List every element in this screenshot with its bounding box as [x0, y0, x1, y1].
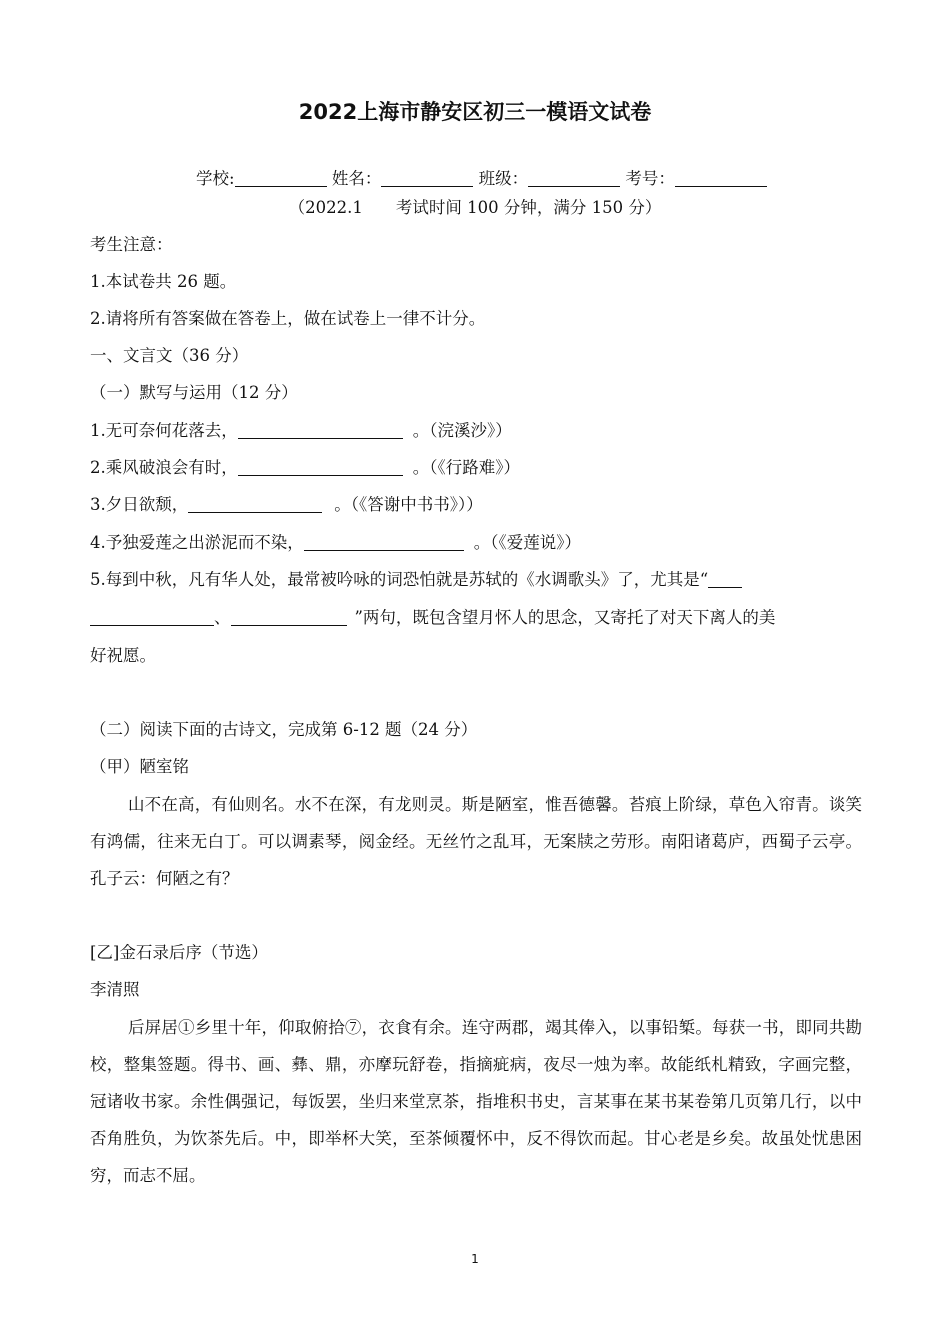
question-1	[90, 420, 512, 442]
answer-blank-5a[interactable]	[90, 609, 214, 626]
info-fields-row	[196, 168, 767, 190]
question-3-prefix: 3.夕日欲颓，	[90, 495, 189, 514]
question-4	[90, 532, 581, 554]
question-1-prefix: 1.无可奈何花落去，	[90, 421, 238, 440]
question-4-suffix: 。（《爱莲说》）	[473, 533, 581, 552]
notice-item: 1.本试卷共 26 题。	[90, 272, 237, 291]
answer-blank-4[interactable]	[304, 534, 464, 551]
answer-blank-5a-start[interactable]	[708, 571, 742, 588]
passage-author: 李清照	[90, 980, 140, 999]
passage-title-yi: [乙]金石录后序（节选）	[90, 943, 268, 962]
question-5-text: 5.每到中秋，凡有华人处，最常被吟咏的词恐怕就是苏轼的《水调歌头》了，尤其是“	[90, 570, 709, 589]
name-label: 姓名：	[331, 169, 382, 188]
passage-title-jia: （甲）陋室铭	[90, 757, 189, 776]
question-5-separator: 、	[214, 608, 231, 627]
question-4-prefix: 4.予独爱莲之出淤泥而不染，	[90, 533, 304, 552]
page-number: 1	[471, 1252, 479, 1266]
answer-blank-5b[interactable]	[231, 609, 347, 626]
page-title: 2022上海市静安区初三一模语文试卷	[298, 100, 652, 124]
question-5-line-2	[90, 607, 775, 629]
notice-item: 2.请将所有答案做在答卷上，做在试卷上一律不计分。	[90, 309, 486, 328]
question-3-suffix: 。（《答谢中书书》））	[334, 495, 483, 514]
question-2	[90, 457, 520, 479]
class-label: 班级：	[478, 169, 529, 188]
number-label: 考号：	[625, 169, 675, 188]
number-blank[interactable]	[675, 170, 767, 187]
answer-blank-1[interactable]	[238, 422, 403, 439]
class-blank[interactable]	[528, 170, 620, 187]
part-heading: （一）默写与运用（12 分）	[90, 383, 298, 402]
question-5-line-1	[90, 569, 742, 591]
school-blank[interactable]	[235, 170, 327, 187]
exam-note: （2022.1 考试时间 100 分钟，满分 150 分）	[288, 198, 662, 217]
answer-blank-2[interactable]	[238, 459, 403, 476]
question-2-suffix: 。（《行路难》）	[412, 458, 520, 477]
name-blank[interactable]	[381, 170, 473, 187]
school-label: 学校:	[196, 169, 235, 188]
part-heading: （二）阅读下面的古诗文，完成第 6-12 题（24 分）	[90, 720, 478, 739]
question-5-line-3: 好祝愿。	[90, 646, 156, 665]
passage-jia-text: 山不在高，有仙则名。水不在深，有龙则灵。斯是陋室，惟吾德馨。苔痕上阶绿，草色入帘青。谈笑有鸿儒，往来无白丁。可以调素琴，阅金经。无丝竹之乱耳，无案牍之劳形。南阳诸葛庐，西蜀子云亭。孔子云：何陋之有？	[90, 795, 862, 888]
question-3	[90, 494, 483, 516]
passage-yi-text: 后屏居①乡里十年，仰取俯拾⑦，衣食有余。连守两郡，竭其俸入，以事铅椠。每获一书，即同共勘校，整集签题。得书、画、彝、鼎，亦摩玩舒卷，指摘疵病，夜尽一烛为率。故能纸札精致，字画完整，冠诸收书家。余性偶强记，每饭罢，坐归来堂烹茶，指堆积书史，言某事在某书某卷第几页第几行，以中否角胜负，为饮茶先后。中，即举杯大笑，至茶倾覆怀中，反不得饮而起。甘心老是乡矣。故虽处忧患困穷，而志不屈。	[90, 1018, 862, 1185]
question-5-text-2: ”两句，既包含望月怀人的思念，又寄托了对天下离人的美	[354, 608, 776, 627]
answer-blank-3[interactable]	[188, 496, 322, 513]
section-heading: 一、文言文（36 分）	[90, 346, 249, 365]
question-2-prefix: 2.乘风破浪会有时，	[90, 458, 238, 477]
notice-heading: 考生注意：	[90, 235, 173, 254]
question-1-suffix: 。（浣溪沙》）	[412, 421, 512, 440]
